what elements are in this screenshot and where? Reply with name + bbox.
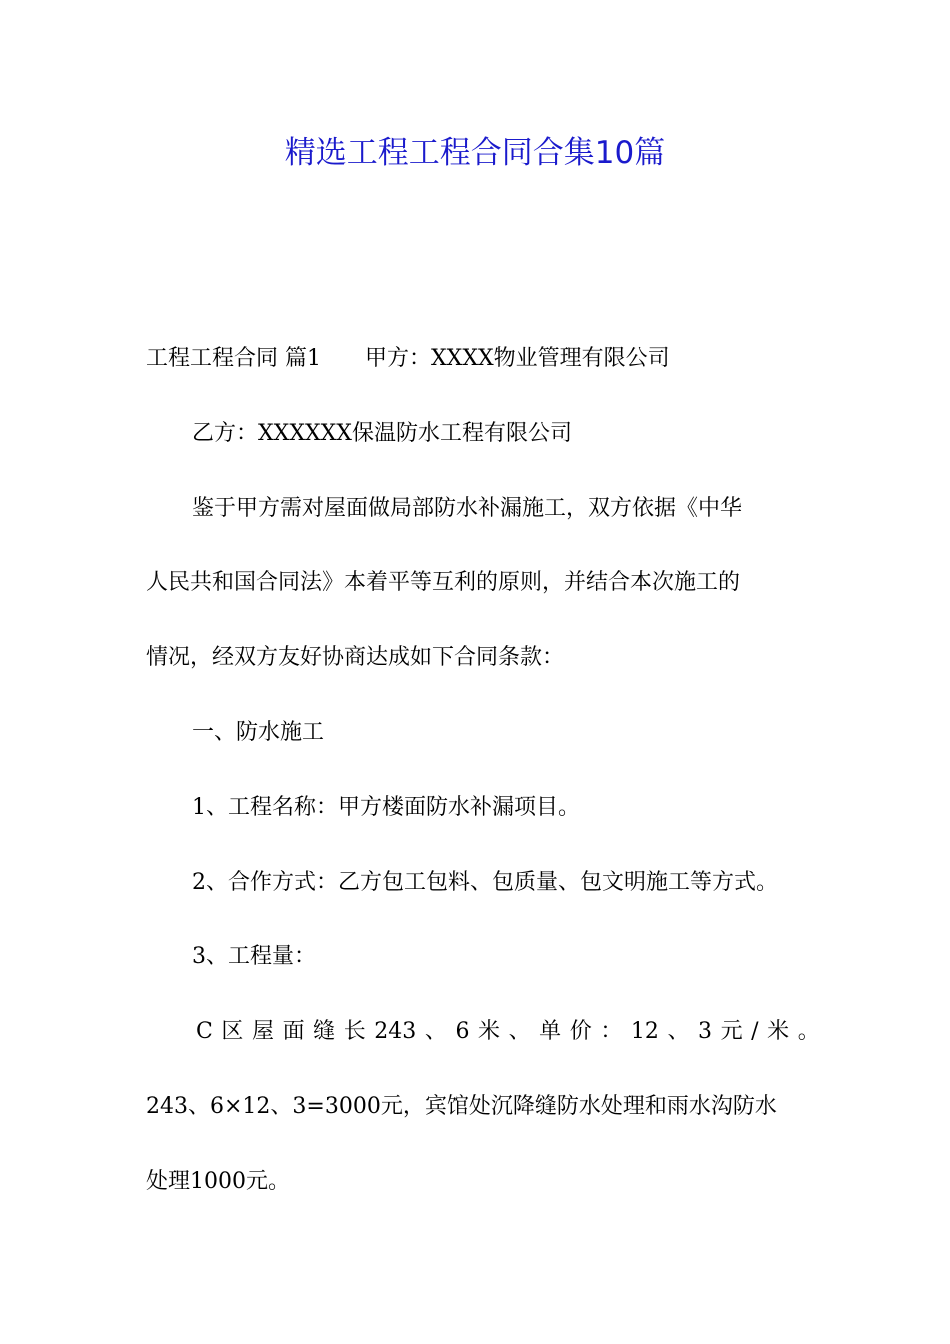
quantity-token: C [196, 1019, 213, 1044]
quantity-calc-line-2: 处理1000元。 [146, 1169, 290, 1194]
quantity-token: 。 [797, 1019, 820, 1044]
quantity-calc-line-1: 243、6×12、3=3000元，宾馆处沉降缝防水处理和雨水沟防水 [146, 1094, 777, 1119]
intro-line-2: 人民共和国合同法》本着平等互利的原则，并结合本次施工的 [146, 570, 741, 595]
quantity-token: 区 [221, 1019, 244, 1044]
quantity-token: 米 [767, 1019, 790, 1044]
clause-quantity: 3、工程量： [192, 944, 316, 969]
quantity-token: 、 [667, 1019, 690, 1044]
document-title: 精选工程工程合同合集10篇 [284, 135, 666, 171]
party-a: 甲方：XXXX物业管理有限公司 [365, 346, 670, 371]
clause-project-name: 1、工程名称：甲方楼面防水补漏项目。 [192, 795, 580, 820]
quantity-token: 、 [508, 1019, 531, 1044]
contract-heading-line [146, 339, 670, 379]
clause-cooperation: 2、合作方式：乙方包工包料、包质量、包文明施工等方式。 [192, 870, 778, 895]
quantity-token: 元 [720, 1019, 743, 1044]
party-b: 乙方：XXXXXX保温防水工程有限公司 [192, 421, 572, 446]
section-heading: 一、防水施工 [192, 720, 325, 745]
quantity-token: 面 [282, 1019, 305, 1044]
quantity-token: 价 [569, 1019, 592, 1044]
intro-line-1: 鉴于甲方需对屋面做局部防水补漏施工，双方依据《中华 [192, 496, 743, 521]
quantity-token: / [751, 1019, 759, 1044]
quantity-token: 长 [343, 1019, 366, 1044]
quantity-line [196, 1012, 820, 1052]
quantity-token: 、 [424, 1019, 447, 1044]
quantity-token: 12 [630, 1019, 659, 1044]
quantity-token: 屋 [251, 1019, 274, 1044]
quantity-token: 243 [374, 1019, 417, 1044]
quantity-token: 米 [478, 1019, 501, 1044]
quantity-token: ： [600, 1019, 623, 1044]
quantity-token: 单 [539, 1019, 562, 1044]
quantity-token: 6 [455, 1019, 470, 1044]
intro-line-3: 情况，经双方友好协商达成如下合同条款： [146, 645, 565, 670]
quantity-token: 3 [698, 1019, 713, 1044]
contract-heading: 工程工程合同 篇1 [146, 346, 321, 371]
quantity-token: 缝 [313, 1019, 336, 1044]
